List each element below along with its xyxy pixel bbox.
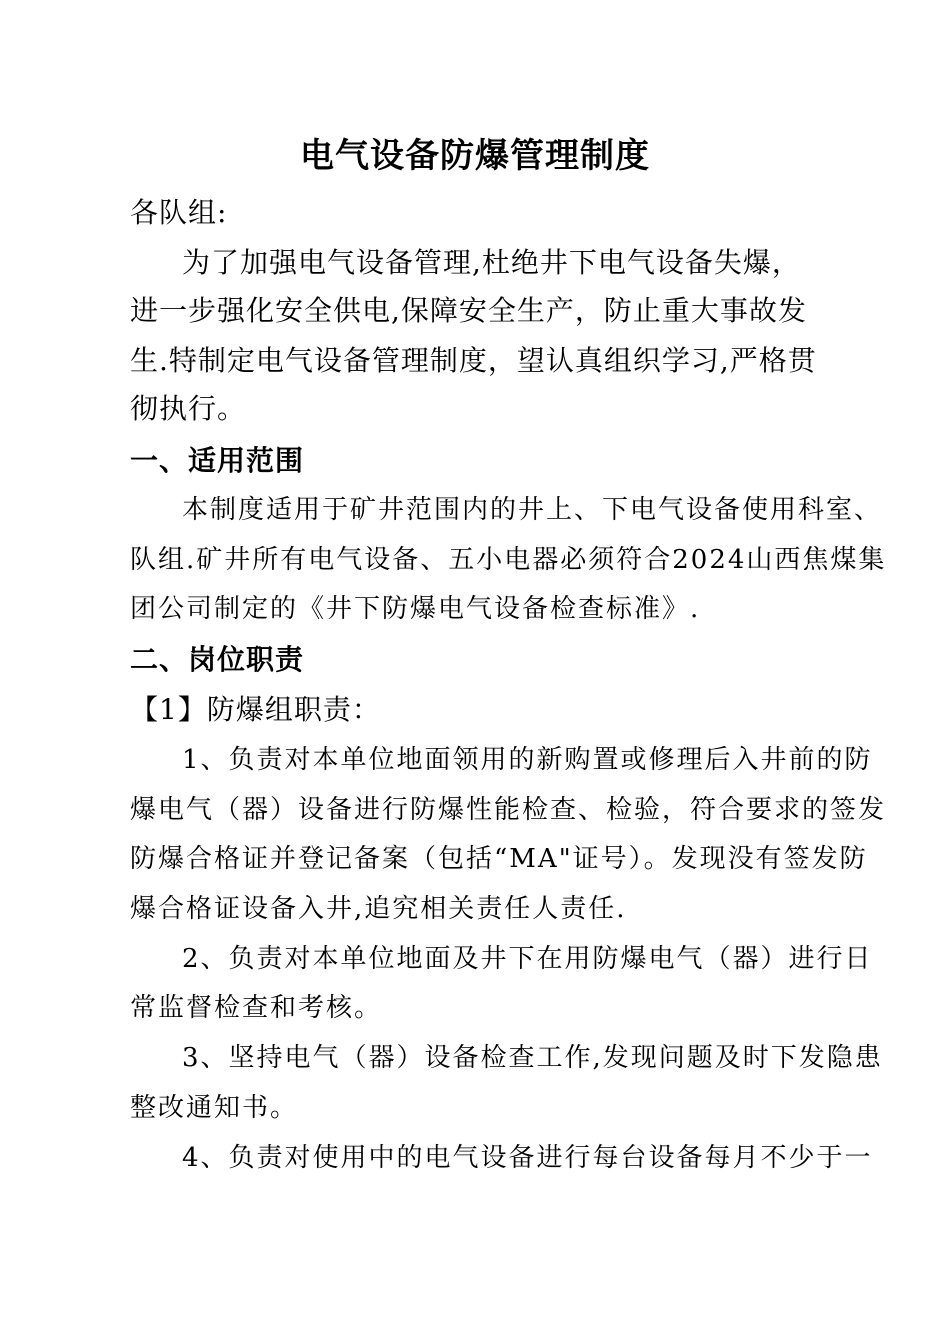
item3-line-1: 3、坚持电气（器）设备检查工作,发现问题及时下发隐患 xyxy=(182,1043,883,1073)
section2-heading: 二、岗位职责 xyxy=(130,643,305,676)
item2-line-2: 常监督检查和考核。 xyxy=(130,993,383,1023)
section2-subheading: 【1】防爆组职责： xyxy=(130,693,381,726)
intro-line-1: 为了加强电气设备管理,杜绝井下电气设备失爆， xyxy=(182,246,801,279)
item1-line-4: 爆合格证设备入井,追究相关责任人责任. xyxy=(130,894,627,924)
intro-line-3: 生.特制定电气设备管理制度，望认真组织学习,严格贯 xyxy=(130,344,817,377)
section1-line-2: 队组.矿井所有电气设备、五小电器必须符合2024山西焦煤集 xyxy=(130,545,887,575)
item3-line-2: 整改通知书。 xyxy=(130,1093,299,1123)
item2-line-1: 2、负责对本单位地面及井下在用防爆电气（器）进行日 xyxy=(182,944,873,974)
item4-line-1: 4、负责对使用中的电气设备进行每台设备每月不少于一 xyxy=(182,1143,873,1173)
item1-line-3: 防爆合格证并登记备案（包括“MA"证号）。发现没有签发防 xyxy=(130,844,868,874)
salutation: 各队组: xyxy=(130,196,228,229)
document-title: 电气设备防爆管理制度 xyxy=(300,136,650,176)
intro-line-2: 进一步强化安全供电,保障安全生产，防止重大事故发 xyxy=(130,294,807,327)
section1-heading: 一、适用范围 xyxy=(130,444,305,477)
intro-line-4: 彻执行。 xyxy=(130,392,247,425)
section1-line-1: 本制度适用于矿井范围内的井上、下电气设备使用科室、 xyxy=(182,495,883,525)
item1-line-1: 1、负责对本单位地面领用的新购置或修理后入井前的防 xyxy=(182,745,873,775)
section1-line-3: 团公司制定的《井下防爆电气设备检查标准》. xyxy=(130,594,701,624)
item1-line-2: 爆电气（器）设备进行防爆性能检查、检验，符合要求的签发 xyxy=(130,795,887,825)
